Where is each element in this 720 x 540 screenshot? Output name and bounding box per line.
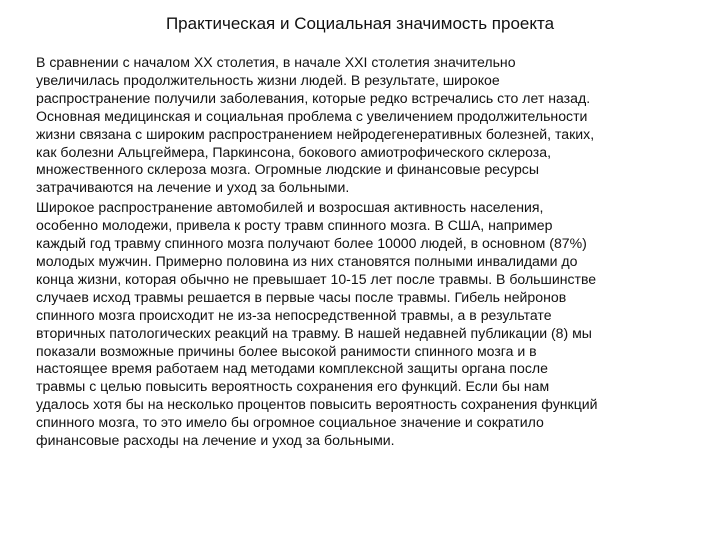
text-line: увеличилась продолжительность жизни людей. В результате, широкое [36, 71, 500, 88]
paragraph-spinal-injury [36, 199, 684, 450]
text-line: В сравнении с началом XX столетия, в начале XXI столетия значительно [36, 54, 516, 70]
text-line: настоящее время работаем над методами комплексной защиты органа после [36, 360, 548, 377]
text-line: молодых мужчин. Примерно половина из них становятся полными инвалидами до [36, 252, 578, 269]
text-line: как болезни Альцгеймера, Паркинсона, бокового амиотрофического склероза, [36, 143, 552, 160]
text-line: затрачиваются на лечение и уход за больными. [36, 179, 350, 196]
text-line: конца жизни, которая обычно не превышает 10-15 лет после травмы. В большинстве [36, 270, 597, 287]
text-line: каждый год травму спинного мозга получают более 10000 людей, в основном (87%) [36, 235, 587, 252]
text-line: Широкое распространение автомобилей и возросшая активность населения, [36, 199, 544, 216]
text-line: случаев исход травмы решается в первые часы после травмы. Гибель нейронов [36, 288, 567, 305]
text-line: особенно молодежи, привела к росту травм спинного мозга. В США, например [36, 217, 553, 234]
text-line: травмы с целью повысить вероятность сохранения его функций. Если бы нам [36, 378, 550, 395]
text-line: удалось хотя бы на несколько процентов повысить вероятность сохранения функций [36, 396, 598, 413]
paragraph-life-expectancy [36, 54, 684, 197]
text-line: распространение получили заболевания, которые редко встречались сто лет назад. [36, 89, 591, 106]
text-line: жизни связана с широким распространением нейродегенеративных болезней, таких, [36, 125, 595, 142]
slide-title: Практическая и Социальная значимость проекта [165, 14, 555, 33]
text-line: спинного мозга, то это имело бы огромное социальное значение и сократило [36, 414, 544, 431]
text-line: спинного мозга происходит не из-за непосредственной травмы, а в результате [36, 306, 552, 323]
text-line: вторичных патологических реакций на травму. В нашей недавней публикации (8) мы [36, 324, 592, 341]
text-line: Основная медицинская и социальная проблема с увеличением продолжительности [36, 107, 588, 124]
slide-body [36, 54, 684, 450]
text-line: финансовые расходы на лечение и уход за больными. [36, 432, 395, 449]
text-line: показали возможные причины более высокой ранимости спинного мозга и в [36, 342, 537, 359]
text-line: множественного склероза мозга. Огромные людские и финансовые ресурсы [36, 161, 539, 178]
